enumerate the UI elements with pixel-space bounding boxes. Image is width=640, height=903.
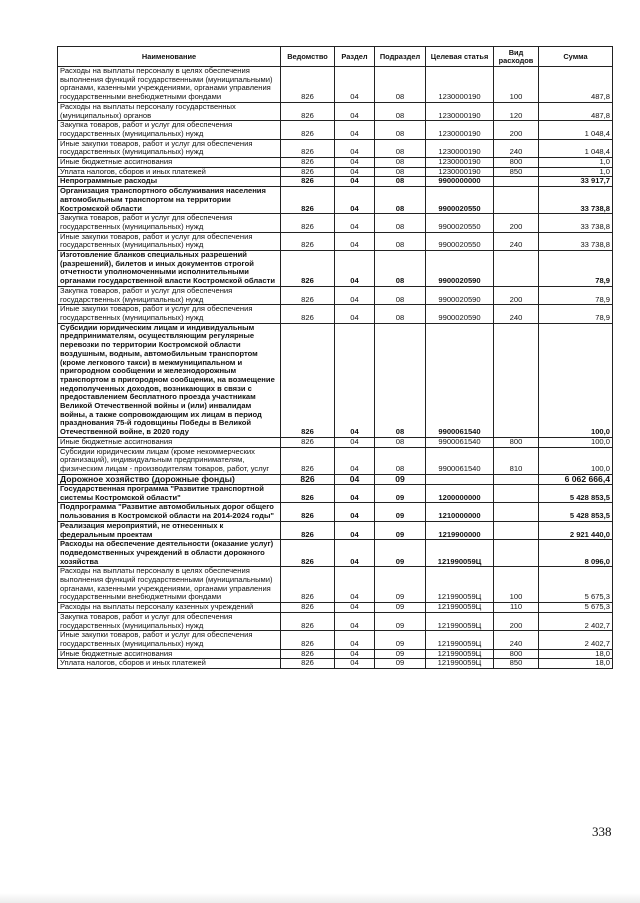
cell-sum: 2 402,7 [539,631,613,649]
cell-expense-type: 100 [494,567,539,603]
cell-department: 826 [281,503,335,521]
cell-target-article: 1219900000 [426,521,494,539]
cell-subsection: 08 [375,167,426,177]
cell-name: Подпрограмма "Развитие автомобильных дорог общего пользования в Костромской области на 2014-2024 годы" [58,503,281,521]
table-row [58,251,613,287]
cell-department: 826 [281,286,335,304]
cell-target-article: 121990059Ц [426,659,494,669]
cell-name: Расходы на выплаты персоналу в целях обеспечения выполнения функций государственными (муниципальными) органами, казенными учреждениями, органами управления государственными внебюджетными фондами [58,567,281,603]
cell-subsection: 09 [375,503,426,521]
cell-subsection: 08 [375,158,426,168]
cell-department: 826 [281,121,335,139]
cell-subsection: 08 [375,323,426,437]
table-row [58,447,613,474]
cell-expense-type: 850 [494,659,539,669]
cell-name: Иные закупки товаров, работ и услуг для обеспечения государственных (муниципальных) нужд [58,232,281,250]
cell-name: Закупка товаров, работ и услуг для обеспечения государственных (муниципальных) нужд [58,121,281,139]
cell-section: 04 [335,649,375,659]
table-row [58,567,613,603]
cell-expense-type: 200 [494,612,539,630]
cell-department: 826 [281,474,335,484]
cell-target-article: 9900061540 [426,437,494,447]
cell-name: Реализация мероприятий, не отнесенных к федеральным проектам [58,521,281,539]
cell-expense-type: 110 [494,603,539,613]
cell-section: 04 [335,437,375,447]
cell-section: 04 [335,631,375,649]
cell-section: 04 [335,121,375,139]
cell-section: 04 [335,540,375,567]
cell-department: 826 [281,67,335,103]
cell-subsection: 08 [375,187,426,214]
cell-name: Расходы на выплаты персоналу в целях обеспечения выполнения функций государственными (муниципальными) органами, казенными учреждениями, органами управления государственными внебюджетными фондами [58,67,281,103]
cell-department: 826 [281,158,335,168]
cell-subsection: 08 [375,214,426,232]
cell-department: 826 [281,612,335,630]
cell-target-article: 9900061540 [426,323,494,437]
cell-expense-type [494,251,539,287]
cell-name: Иные бюджетные ассигнования [58,437,281,447]
cell-name: Государственная программа "Развитие транспортной системы Костромской области" [58,485,281,503]
cell-expense-type [494,187,539,214]
cell-name: Закупка товаров, работ и услуг для обеспечения государственных (муниципальных) нужд [58,214,281,232]
cell-department: 826 [281,102,335,120]
cell-expense-type [494,323,539,437]
cell-department: 826 [281,323,335,437]
table-row [58,603,613,613]
cell-target-article [426,474,494,484]
cell-sum: 487,8 [539,102,613,120]
cell-subsection: 09 [375,567,426,603]
cell-subsection: 09 [375,474,426,484]
cell-expense-type: 240 [494,631,539,649]
cell-target-article: 1230000190 [426,121,494,139]
cell-target-article: 121990059Ц [426,612,494,630]
table-row [58,631,613,649]
header-name: Наименование [58,47,281,67]
cell-subsection: 08 [375,139,426,157]
cell-sum: 78,9 [539,251,613,287]
cell-sum: 1 048,4 [539,139,613,157]
cell-expense-type: 240 [494,305,539,323]
table-row [58,67,613,103]
cell-sum: 33 917,7 [539,177,613,187]
cell-target-article: 9900020590 [426,305,494,323]
cell-expense-type [494,503,539,521]
cell-section: 04 [335,474,375,484]
cell-subsection: 08 [375,67,426,103]
header-expense-type: Вид расходов [494,47,539,67]
cell-name: Иные закупки товаров, работ и услуг для обеспечения государственных (муниципальных) нужд [58,305,281,323]
cell-section: 04 [335,485,375,503]
table-row [58,521,613,539]
cell-sum: 33 738,8 [539,214,613,232]
cell-subsection: 08 [375,177,426,187]
cell-name: Закупка товаров, работ и услуг для обеспечения государственных (муниципальных) нужд [58,286,281,304]
cell-sum: 5 675,3 [539,603,613,613]
table-header-row [58,47,613,67]
table-row [58,187,613,214]
cell-subsection: 09 [375,659,426,669]
cell-sum: 2 402,7 [539,612,613,630]
cell-sum: 8 096,0 [539,540,613,567]
table-row [58,286,613,304]
cell-subsection: 08 [375,102,426,120]
cell-expense-type: 850 [494,167,539,177]
cell-section: 04 [335,323,375,437]
cell-section: 04 [335,187,375,214]
cell-name: Иные закупки товаров, работ и услуг для обеспечения государственных (муниципальных) нужд [58,631,281,649]
cell-section: 04 [335,447,375,474]
cell-expense-type [494,485,539,503]
cell-expense-type: 120 [494,102,539,120]
cell-expense-type: 200 [494,121,539,139]
cell-target-article: 121990059Ц [426,649,494,659]
table-row [58,305,613,323]
budget-table [57,46,613,669]
cell-subsection: 08 [375,286,426,304]
cell-section: 04 [335,251,375,287]
cell-subsection: 09 [375,631,426,649]
cell-sum: 18,0 [539,649,613,659]
table-row [58,102,613,120]
cell-expense-type: 200 [494,214,539,232]
cell-name: Расходы на обеспечение деятельности (оказание услуг) подведомственных учреждений в области дорожного хозяйства [58,540,281,567]
scan-edge [0,893,640,903]
cell-subsection: 09 [375,540,426,567]
header-target-article: Целевая статья [426,47,494,67]
table-row [58,214,613,232]
cell-expense-type: 100 [494,67,539,103]
table-body [58,67,613,669]
table-row [58,540,613,567]
table-row [58,323,613,437]
cell-target-article: 9900020590 [426,286,494,304]
cell-subsection: 08 [375,232,426,250]
cell-sum: 100,0 [539,323,613,437]
cell-subsection: 09 [375,603,426,613]
cell-sum: 1 048,4 [539,121,613,139]
cell-sum: 2 921 440,0 [539,521,613,539]
cell-department: 826 [281,567,335,603]
cell-expense-type: 240 [494,139,539,157]
cell-sum: 5 675,3 [539,567,613,603]
cell-name: Дорожное хозяйство (дорожные фонды) [58,474,281,484]
cell-section: 04 [335,612,375,630]
cell-target-article: 9900020550 [426,232,494,250]
cell-section: 04 [335,659,375,669]
cell-section: 04 [335,67,375,103]
cell-department: 826 [281,177,335,187]
cell-sum: 100,0 [539,437,613,447]
cell-department: 826 [281,214,335,232]
cell-target-article: 9900061540 [426,447,494,474]
cell-section: 04 [335,167,375,177]
cell-sum: 18,0 [539,659,613,669]
cell-expense-type [494,540,539,567]
table-row [58,158,613,168]
cell-target-article: 1230000190 [426,167,494,177]
page-number: 338 [592,824,612,839]
cell-subsection: 08 [375,447,426,474]
cell-expense-type: 200 [494,286,539,304]
cell-department: 826 [281,485,335,503]
cell-target-article: 1230000190 [426,102,494,120]
table-row [58,485,613,503]
cell-sum: 100,0 [539,447,613,474]
cell-department: 826 [281,521,335,539]
cell-sum: 6 062 666,4 [539,474,613,484]
cell-department: 826 [281,167,335,177]
cell-expense-type: 800 [494,158,539,168]
table-row [58,503,613,521]
cell-target-article: 121990059Ц [426,631,494,649]
cell-department: 826 [281,631,335,649]
cell-sum: 78,9 [539,305,613,323]
cell-sum: 5 428 853,5 [539,503,613,521]
cell-sum: 1,0 [539,167,613,177]
cell-subsection: 08 [375,121,426,139]
cell-target-article: 1230000190 [426,139,494,157]
cell-section: 04 [335,521,375,539]
cell-section: 04 [335,177,375,187]
cell-section: 04 [335,286,375,304]
cell-target-article: 9900020590 [426,251,494,287]
cell-target-article: 1200000000 [426,485,494,503]
cell-target-article: 9900000000 [426,177,494,187]
cell-expense-type: 240 [494,232,539,250]
cell-subsection: 08 [375,437,426,447]
cell-department: 826 [281,649,335,659]
cell-section: 04 [335,305,375,323]
table-row [58,139,613,157]
cell-subsection: 09 [375,485,426,503]
header-sum: Сумма [539,47,613,67]
table-row [58,474,613,484]
cell-section: 04 [335,567,375,603]
cell-target-article: 9900020550 [426,214,494,232]
cell-subsection: 09 [375,649,426,659]
cell-department: 826 [281,232,335,250]
cell-name: Иные закупки товаров, работ и услуг для обеспечения государственных (муниципальных) нужд [58,139,281,157]
cell-section: 04 [335,603,375,613]
cell-sum: 1,0 [539,158,613,168]
cell-name: Субсидии юридическим лицам и индивидуальным предпринимателям, осуществляющим регулярные перевозки по территории Костромской области воздушным, водным, автомобильным транспортом (кроме легкового такси) в межмуниципальном и пригородном сообщении и железнодорожным транспортом в пригородном сообщении, на возмещение недополученных доходов, возникающих в связи с предоставлением бесплатного проезда участникам Великой Отечественной войны и (или) инвалидам войны, а также сопровождающим их лицам в период празднования 75-й годовщины Победы в Великой Отечественной войне, в 2020 году [58,323,281,437]
cell-expense-type [494,177,539,187]
cell-subsection: 08 [375,305,426,323]
cell-expense-type: 810 [494,447,539,474]
cell-department: 826 [281,447,335,474]
cell-section: 04 [335,503,375,521]
cell-name: Изготовление бланков специальных разрешений (разрешений), билетов и иных документов строгой отчетности уполномоченными исполнительными органами государственной власти Костромской области [58,251,281,287]
cell-name: Иные бюджетные ассигнования [58,649,281,659]
cell-department: 826 [281,603,335,613]
cell-name: Уплата налогов, сборов и иных платежей [58,167,281,177]
table-row [58,612,613,630]
cell-expense-type: 800 [494,649,539,659]
cell-name: Расходы на выплаты персоналу казенных учреждений [58,603,281,613]
header-section: Раздел [335,47,375,67]
cell-subsection: 08 [375,251,426,287]
cell-subsection: 09 [375,612,426,630]
cell-target-article: 1230000190 [426,67,494,103]
cell-sum: 33 738,8 [539,187,613,214]
cell-expense-type [494,521,539,539]
cell-section: 04 [335,232,375,250]
cell-target-article: 1210000000 [426,503,494,521]
cell-section: 04 [335,102,375,120]
cell-name: Непрограммные расходы [58,177,281,187]
cell-target-article: 121990059Ц [426,603,494,613]
cell-sum: 33 738,8 [539,232,613,250]
cell-name: Уплата налогов, сборов и иных платежей [58,659,281,669]
cell-target-article: 1230000190 [426,158,494,168]
cell-target-article: 9900020550 [426,187,494,214]
cell-sum: 78,9 [539,286,613,304]
cell-department: 826 [281,540,335,567]
table-row [58,659,613,669]
cell-department: 826 [281,305,335,323]
table-row [58,121,613,139]
table-row [58,437,613,447]
header-subsection: Подраздел [375,47,426,67]
cell-target-article: 121990059Ц [426,567,494,603]
cell-name: Закупка товаров, работ и услуг для обеспечения государственных (муниципальных) нужд [58,612,281,630]
cell-name: Расходы на выплаты персоналу государственных (муниципальных) органов [58,102,281,120]
cell-name: Иные бюджетные ассигнования [58,158,281,168]
cell-expense-type [494,474,539,484]
cell-department: 826 [281,437,335,447]
cell-sum: 487,8 [539,67,613,103]
cell-section: 04 [335,214,375,232]
cell-department: 826 [281,139,335,157]
cell-section: 04 [335,139,375,157]
cell-name: Организация транспортного обслуживания населения автомобильным транспортом на территории Костромской области [58,187,281,214]
cell-department: 826 [281,251,335,287]
cell-subsection: 09 [375,521,426,539]
table-row [58,232,613,250]
cell-department: 826 [281,187,335,214]
header-department: Ведомство [281,47,335,67]
cell-section: 04 [335,158,375,168]
cell-department: 826 [281,659,335,669]
cell-expense-type: 800 [494,437,539,447]
cell-target-article: 121990059Ц [426,540,494,567]
cell-name: Субсидии юридическим лицам (кроме некоммерческих организаций), индивидуальным предпринимателям, физическим лицам - производителям товаров, работ, услуг [58,447,281,474]
cell-sum: 5 428 853,5 [539,485,613,503]
